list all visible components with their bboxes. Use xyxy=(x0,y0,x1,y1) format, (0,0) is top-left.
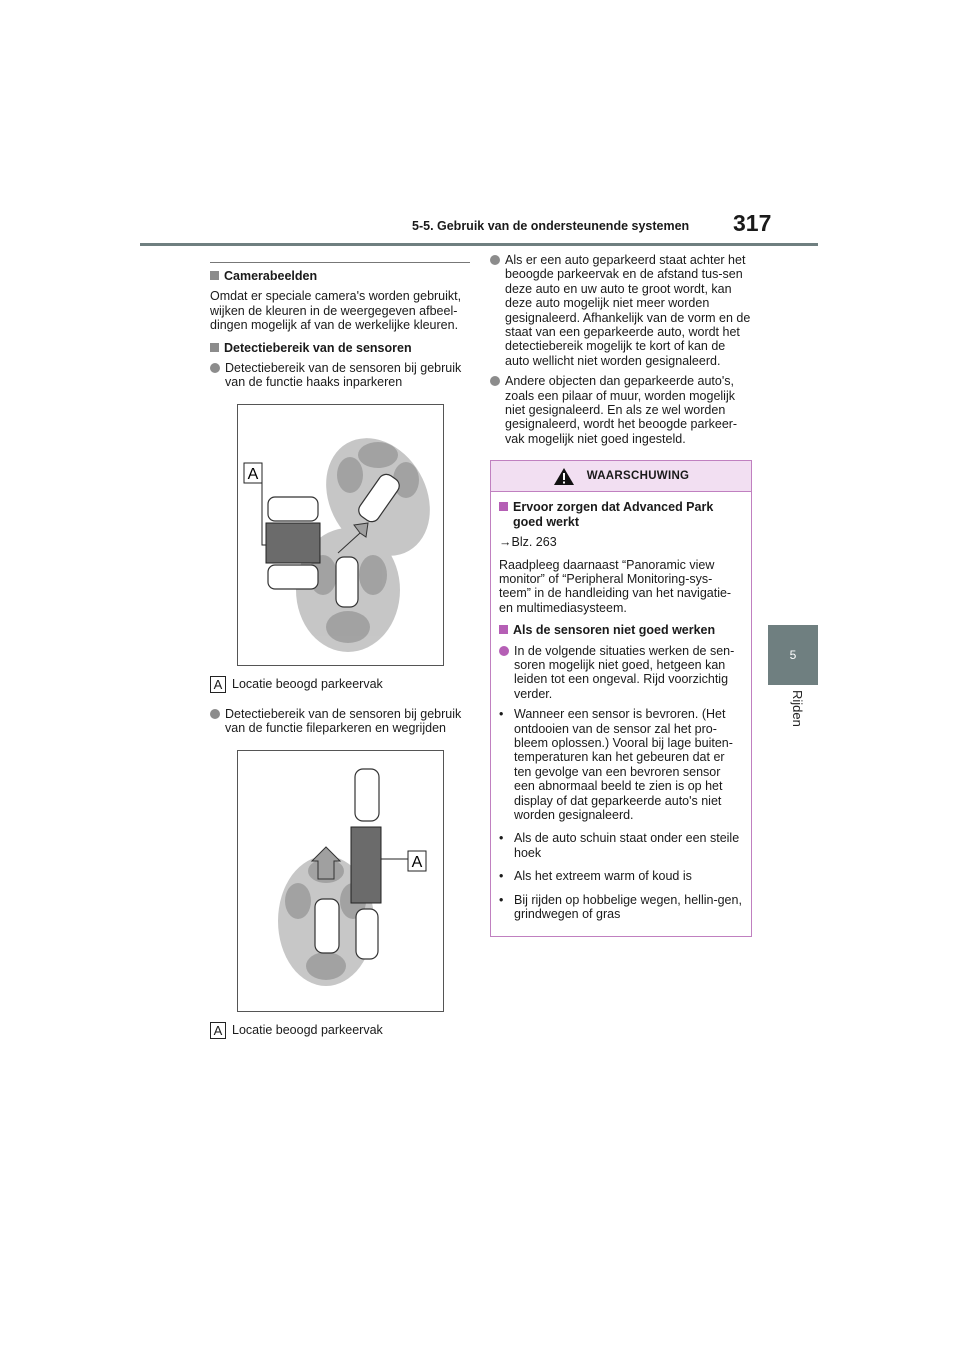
list-item: • Als het extreem warm of koud is xyxy=(499,869,692,884)
square-bullet-icon xyxy=(499,625,508,634)
page-reference[interactable]: →Blz. 263 xyxy=(499,535,557,550)
heading-text: Detectiebereik van de sensoren xyxy=(224,340,412,355)
chapter-label: Rijden xyxy=(790,690,805,727)
bullet-item xyxy=(490,253,752,368)
round-bullet-icon xyxy=(210,363,220,373)
right-column xyxy=(490,253,752,937)
warning-body xyxy=(491,492,751,936)
bullet-item xyxy=(490,374,752,446)
paragraph: Raadpleeg daarnaast “Panoramic view monitor” of “Peripheral Monitoring-sys-teem” in de handleiding van het navigatie- en multimediasysteem. xyxy=(499,557,732,615)
heading-text: Als de sensoren niet goed werken xyxy=(513,623,716,638)
page-number: 317 xyxy=(733,210,772,236)
heading-text: Ervoor zorgen dat Advanced Park goed werkt xyxy=(513,500,714,529)
section-title: 5-5. Gebruik van de ondersteunende systemen xyxy=(412,219,690,233)
figure-perpendicular-parking xyxy=(237,404,444,666)
figure-parallel-parking xyxy=(237,750,444,1012)
heading-camera-images xyxy=(210,269,470,283)
bullet-text: Detectiebereik van de sensoren bij gebruik van de functie haaks inparkeren xyxy=(225,361,462,390)
figure-label-a: A xyxy=(411,853,423,871)
bullet-text: In de volgende situaties werken de sen-soren mogelijk niet goed, hetgeen kan leiden tot een ongeval. Rijd voorzichtig verder. xyxy=(514,643,735,701)
paragraph: Omdat er speciale camera's worden gebruikt, wijken de kleuren in de weergegeven afbeel-dingen mogelijk af van de werkelijke kleuren. xyxy=(210,289,462,333)
heading-text: Camerabeelden xyxy=(224,269,318,283)
figure-label-a: A xyxy=(247,465,259,483)
bullet-item xyxy=(210,361,470,390)
figure-caption xyxy=(210,676,470,693)
warning-title: WAARSCHUWING xyxy=(586,470,690,483)
parking-diagram-perpendicular xyxy=(238,405,443,665)
list-item-text: Wanneer een sensor is bevroren. (Het ontdooien van de sensor zal het pro-bleem oplossen.) Vooral bij lage buiten-temperaturen kan het gebeuren dat er ten gevolge van een bevroren sensor een abnormaal beeld te zien is op het display of dat geparkeerde auto's niet worden gesignaleerd. xyxy=(514,707,733,822)
round-bullet-icon xyxy=(490,376,500,386)
label-a-icon: A xyxy=(210,1022,226,1039)
warning-heading xyxy=(499,623,743,637)
list-item-text: Als de auto schuin staat onder een steile hoek xyxy=(514,831,740,860)
square-bullet-icon xyxy=(499,502,508,511)
list-item-text: Als het extreem warm of koud is xyxy=(514,869,692,884)
heading-detection-range xyxy=(210,341,470,355)
bullet-item xyxy=(499,644,743,702)
label-a-icon: A xyxy=(210,676,226,693)
bullet-text: Detectiebereik van de sensoren bij gebruik van de functie fileparkeren en wegrijden xyxy=(225,706,462,736)
warning-box xyxy=(490,460,752,937)
warning-heading xyxy=(499,500,743,529)
bullet-text: Als er een auto geparkeerd staat achter het beoogde parkeervak en de afstand tus-sen deze auto en uw auto te groot wordt, kan deze auto mogelijk niet meer worden gesignaleerd. Afhankelijk van de vorm en de staat van een geparkeerde auto, wordt het detectiebereik mogelijk te kort of kan de auto wellicht niet worden gesignaleerd. xyxy=(505,253,751,368)
warning-header xyxy=(491,461,751,492)
figure-caption xyxy=(210,1022,470,1039)
round-bullet-icon xyxy=(490,255,500,265)
list-item: • Wanneer een sensor is bevroren. (Het ontdooien van de sensor zal het pro-bleem oplossen.) Vooral bij lage buiten-temperaturen kan het gebeuren dat er ten gevolge van een bevroren sensor een abnormaal beeld te zien is op het display of dat geparkeerde auto's niet worden gesignaleerd. xyxy=(499,707,743,822)
list-item: • Als de auto schuin staat onder een steile hoek xyxy=(499,831,743,860)
list-item: • Bij rijden op hobbelige wegen, hellin-gen, grindwegen of gras xyxy=(499,892,742,922)
round-bullet-icon xyxy=(499,646,509,656)
chapter-tab[interactable]: 5 xyxy=(768,625,818,685)
square-bullet-icon xyxy=(210,343,219,352)
caption-text: Locatie beoogd parkeervak xyxy=(232,677,383,692)
round-bullet-icon xyxy=(210,709,220,719)
left-column xyxy=(210,262,470,1053)
header-divider xyxy=(140,243,818,246)
square-bullet-icon xyxy=(210,271,219,280)
list-item-text: Bij rijden op hobbelige wegen, hellin-gen, grindwegen of gras xyxy=(514,892,742,922)
column-divider xyxy=(210,262,470,263)
bullet-item xyxy=(210,707,470,736)
caption-text: Locatie beoogd parkeervak xyxy=(232,1022,383,1037)
warning-triangle-icon xyxy=(553,467,575,486)
bullet-text: Andere objecten dan geparkeerde auto's, zoals een pilaar of muur, worden mogelijk niet gesignaleerd. En als ze wel worden gesignaleerd, wordt het beoogde parkeer-vak mogelijk niet goed ingesteld. xyxy=(505,374,738,446)
parking-diagram-parallel xyxy=(238,751,443,1011)
